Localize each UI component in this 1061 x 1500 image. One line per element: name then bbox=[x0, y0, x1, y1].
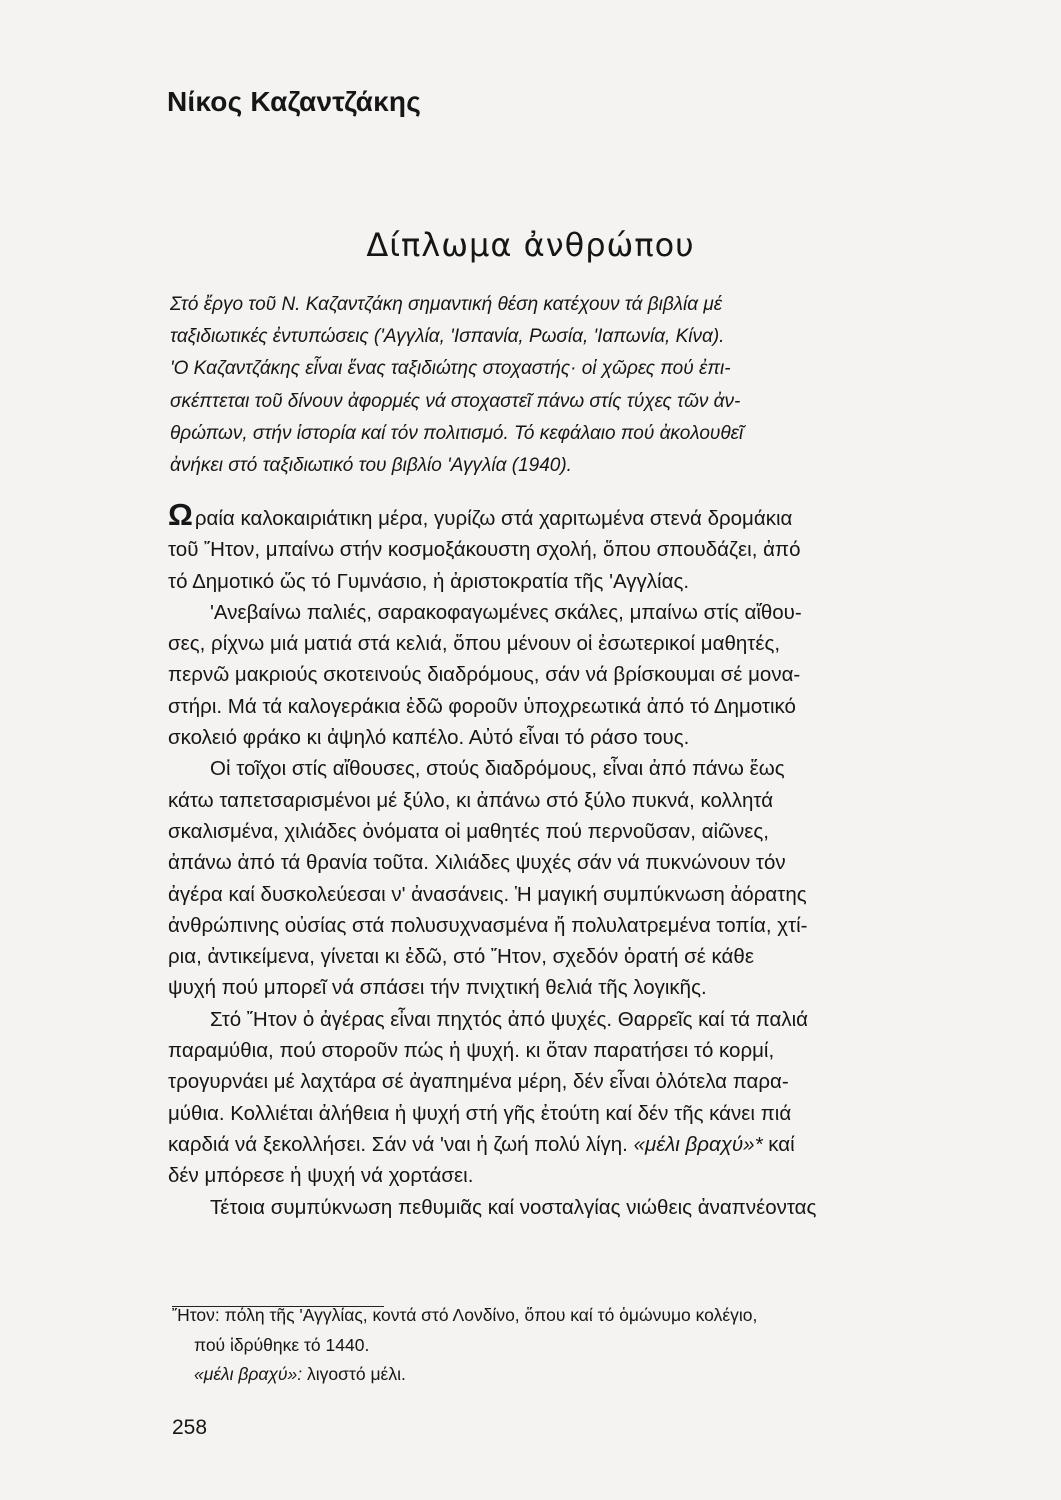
footnote-text: πόλη τῆς 'Αγγλίας, κοντά στό Λονδίνο, ὅπου καί τό ὁμώνυμο κολέγιο, bbox=[219, 1305, 758, 1325]
intro-line: θρώπων, στήν ἱστορία καί τόν πολιτισμό. Τό κεφάλαιο πού ἀκολουθεῖ bbox=[170, 422, 744, 444]
first-line-text: ραία καλοκαιριάτικη μέρα, γυρίζω στά χαριτωμένα στενά δρομάκια bbox=[194, 507, 793, 530]
body-line: τό Δημοτικό ὥς τό Γυμνάσιο, ἡ ἀριστοκρατία τῆς 'Αγγλίας. bbox=[168, 569, 690, 593]
body-line: σκολειό φράκο κι ἀψηλό καπέλο. Αὐτό εἶναι τό ράσο τους. bbox=[168, 726, 690, 750]
body-line: Στό Ἤτον ὁ ἀγέρας εἶναι πηχτός ἀπό ψυχές. Θαρρεῖς καί τά παλιά bbox=[210, 1007, 808, 1031]
body-line: ἀπάνω ἀπό τά θρανία τοῦτα. Χιλιάδες ψυχές σάν νά πυκνώνουν τόν bbox=[168, 851, 786, 875]
body-line: σες, ρίχνω μιά ματιά στά κελιά, ὅπου μένουν οἱ ἐσωτερικοί μαθητές, bbox=[168, 632, 781, 656]
intro-note bbox=[170, 289, 1018, 482]
body-line: Οἱ τοῖχοι στίς αἴθουσες, στούς διαδρόμους, εἶναι ἀπό πάνω ἕως bbox=[210, 757, 785, 781]
drop-cap: Ω bbox=[168, 497, 193, 532]
intro-line: 'Ο Καζαντζάκης εἶναι ἕνας ταξιδιώτης στοχαστής· οἱ χῶρες πού ἐπι- bbox=[170, 358, 731, 380]
footnotes bbox=[172, 1301, 1032, 1390]
body-line: ψυχή πού μπορεῖ νά σπάσει τήν πνιχτική θελιά τῆς λογικῆς. bbox=[168, 976, 707, 1000]
running-head-author: Νίκος Καζαντζάκης bbox=[167, 86, 421, 117]
body-line: δέν μπόρεσε ἡ ψυχή νά χορτάσει. bbox=[168, 1164, 474, 1188]
line-text: καρδιά νά ξεκολλήσει. Σάν νά 'ναι ἡ ζωή πολύ λίγη. bbox=[168, 1132, 634, 1156]
line-text: καί bbox=[762, 1132, 795, 1156]
body-line: παραμύθια, πού στοροῦν πώς ἡ ψυχή. κι ὅταν παρατήσει τό κορμί, bbox=[168, 1039, 775, 1063]
body-line: τρογυρνάει μέ λαχτάρα σέ ἀγαπημένα μέρη, δέν εἶναι ὁλότελα παρα- bbox=[168, 1070, 789, 1094]
intro-line: ἀνήκει στό ταξιδιωτικό του βιβλίο 'Αγγλία (1940). bbox=[170, 455, 572, 477]
body-line: σκαλισμένα, χιλιάδες ὀνόματα οἱ μαθητές πού περνοῦσαν, αἰῶνες, bbox=[168, 819, 769, 843]
body-line: μύθια. Κολλιέται ἀλήθεια ἡ ψυχή στή γῆς ἐτούτη καί δέν τῆς κάνει πιά bbox=[168, 1101, 792, 1125]
footnote-term: «μέλι βραχύ»: bbox=[194, 1364, 303, 1384]
footnote-term: Ἤτον: bbox=[172, 1305, 220, 1325]
body-line: ἀγέρα καί δυσκολεύεσαι ν' ἀνασάνεις. Ἡ μαγική συμπύκνωση ἀόρατης bbox=[168, 882, 807, 906]
chapter-title: Δίπλωμα ἀνθρώπου bbox=[366, 226, 695, 264]
body-line: τοῦ Ἤτον, μπαίνω στήν κοσμοξάκουστη σχολή, ὅπου σπουδάζει, ἀπό bbox=[168, 538, 801, 562]
page-number: 258 bbox=[172, 1416, 208, 1439]
body-line: στήρι. Μά τά καλογεράκια ἐδῶ φοροῦν ὑποχρεωτικά ἀπό τό Δημοτικό bbox=[168, 694, 796, 718]
footnote-meli bbox=[172, 1360, 1032, 1390]
body-line: περνῶ μακριούς σκοτεινούς διαδρόμους, σάν νά βρίσκουμαι σέ μονα- bbox=[168, 663, 801, 687]
footnote-eton-cont: πού ἱδρύθηκε τό 1440. bbox=[194, 1334, 370, 1355]
intro-line: Στό ἔργο τοῦ Ν. Καζαντζάκη σημαντική θέση κατέχουν τά βιβλία μέ bbox=[170, 294, 723, 315]
body-line: κάτω ταπετσαρισμένοι μέ ξύλο, κι ἀπάνω στό ξύλο πυκνά, κολλητά bbox=[168, 788, 774, 812]
body-text bbox=[168, 497, 1023, 1223]
footnote-text: λιγοστό μέλι. bbox=[302, 1364, 406, 1384]
body-line bbox=[168, 1129, 1023, 1160]
body-line: Τέτοια συμπύκνωση πεθυμιᾶς καί νοσταλγίας νιώθεις ἀναπνέοντας bbox=[210, 1195, 817, 1219]
intro-line: ταξιδιωτικές ἐντυπώσεις ('Αγγλία, 'Ισπανία, Ρωσία, 'Ιαπωνία, Κίνα). bbox=[170, 326, 725, 348]
quote-meli-vrachy: «μέλι βραχύ»* bbox=[633, 1132, 763, 1156]
body-line: ρια, ἀντικείμενα, γίνεται κι ἐδῶ, στό Ἤτον, σχεδόν ὁρατή σέ κάθε bbox=[168, 945, 754, 969]
intro-line: σκέπτεται τοῦ δίνουν ἀφορμές νά στοχαστεῖ πάνω στίς τύχες τῶν ἀν- bbox=[170, 390, 741, 412]
footnote-eton bbox=[172, 1301, 1032, 1331]
body-line: 'Ανεβαίνω παλιές, σαρακοφαγωμένες σκάλες, μπαίνω στίς αἴθου- bbox=[210, 600, 802, 624]
body-line-first bbox=[168, 497, 1023, 534]
body-line: ἀνθρώπινης οὐσίας στά πολυσυχνασμένα ἤ πολυλατρεμένα τοπία, χτί- bbox=[168, 913, 808, 937]
